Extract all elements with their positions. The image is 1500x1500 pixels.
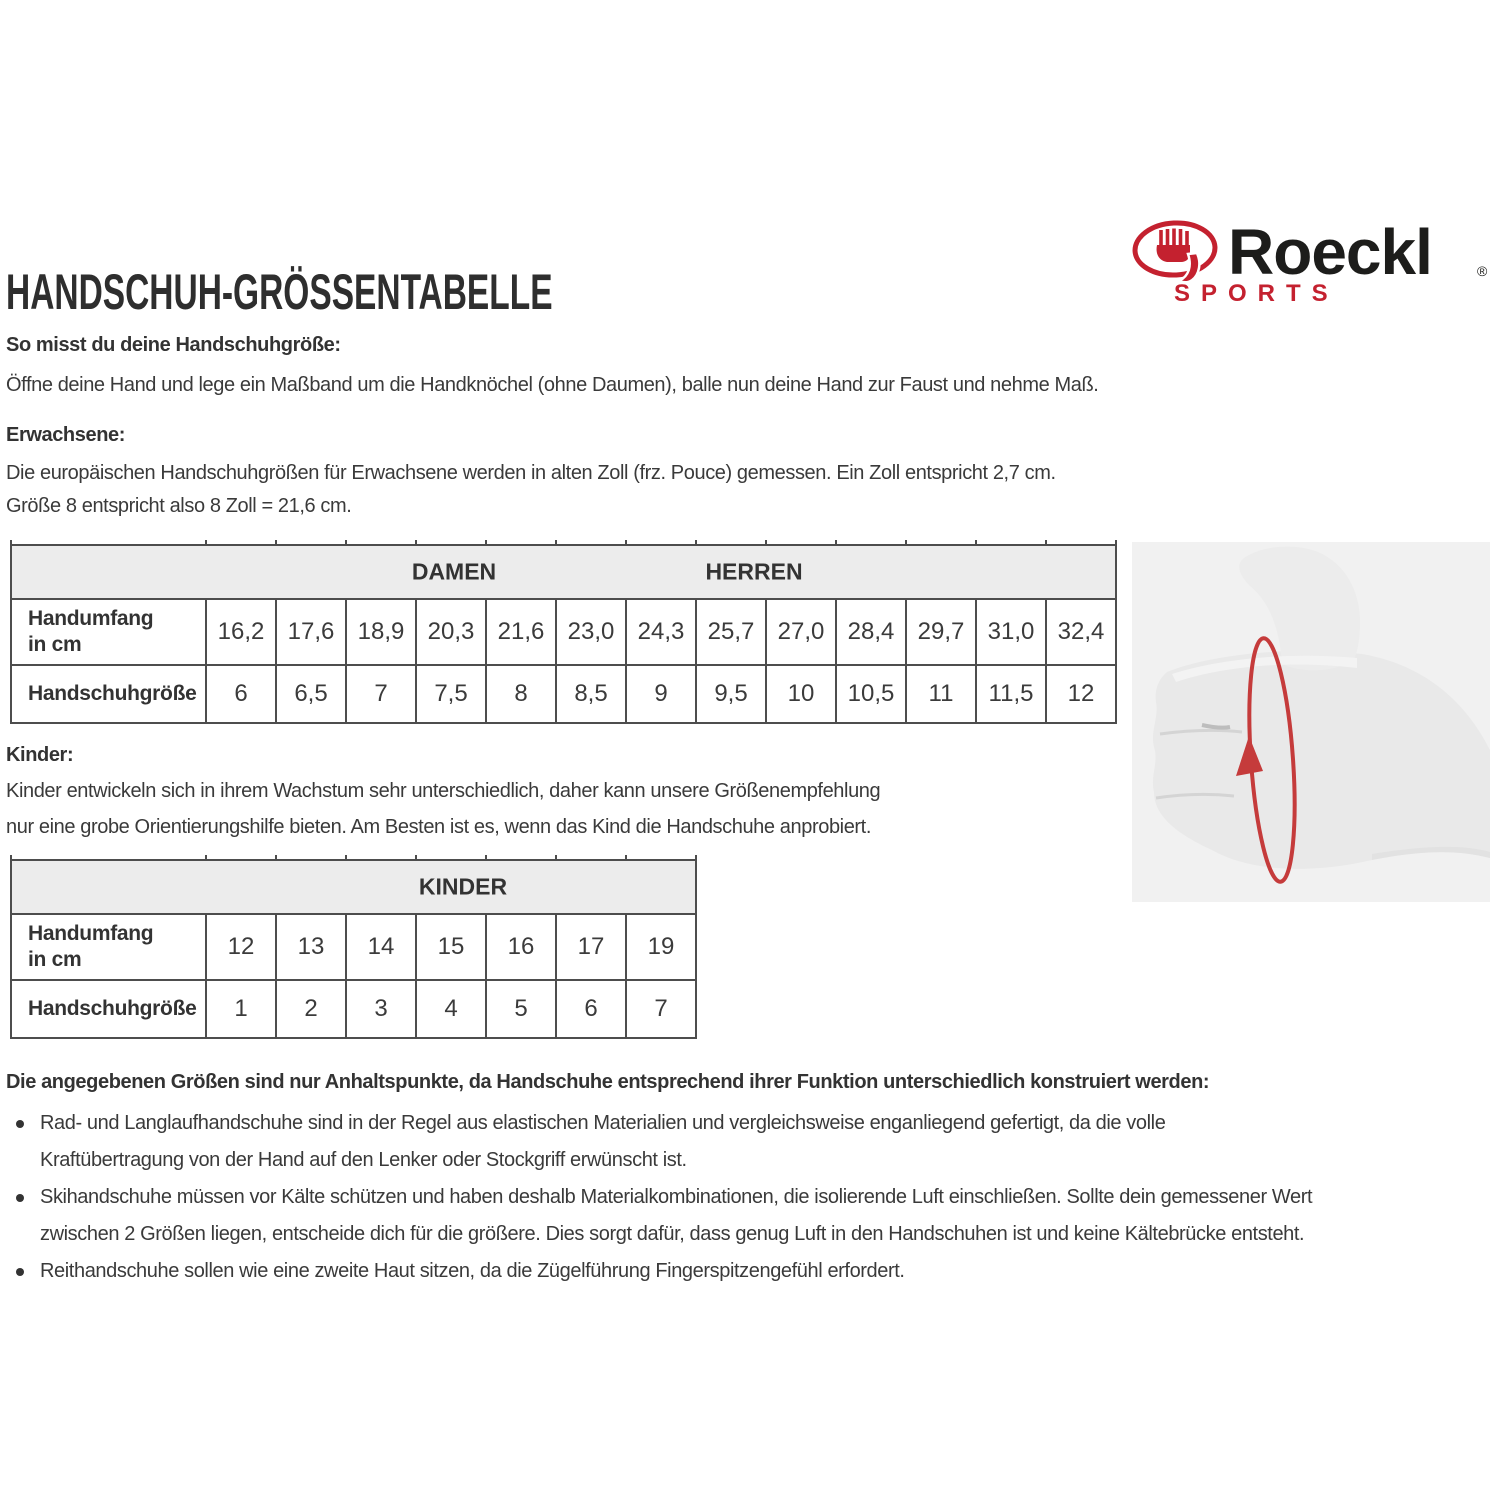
glove-size-cell: 7 xyxy=(626,980,696,1038)
circumference-cell: 24,3 xyxy=(626,599,696,665)
note-line: Skihandschuhe müssen vor Kälte schützen und haben deshalb Materialkombinationen, die isolierende Luft einschließen. Sollte dein gemessener Wert xyxy=(40,1186,1313,1208)
circumference-cell: 21,6 xyxy=(486,599,556,665)
kids-heading: Kinder: xyxy=(6,744,74,766)
circumference-cell: 13 xyxy=(276,914,346,980)
row-label-cell xyxy=(11,599,206,665)
glove-size-cell: 6 xyxy=(556,980,626,1038)
row-label-cell xyxy=(11,980,206,1038)
notes-bullet-list xyxy=(6,1105,1496,1290)
glove-size-cell: 9,5 xyxy=(696,665,766,723)
kids-size-table xyxy=(10,855,697,1039)
hand-measurement-figure xyxy=(1132,542,1490,902)
circumference-cell: 17,6 xyxy=(276,599,346,665)
kids-text-line: Kinder entwickeln sich in ihrem Wachstum sehr unterschiedlich, daher kann unsere Größenempfehlung xyxy=(6,780,881,802)
circumference-cell: 15 xyxy=(416,914,486,980)
glove-size-cell: 4 xyxy=(416,980,486,1038)
glove-size-cell: 10,5 xyxy=(836,665,906,723)
group-header-label: HERREN xyxy=(705,558,803,585)
kids-group-header-row xyxy=(11,860,696,914)
circumference-cell: 16,2 xyxy=(206,599,276,665)
howto-heading: So misst du deine Handschuhgröße: xyxy=(6,334,341,356)
row-label: Handschuhgröße xyxy=(28,682,197,705)
howto-text: Öffne deine Hand und lege ein Maßband um die Handknöchel (ohne Daumen), balle nun deine Hand zur Faust und nehme Maß. xyxy=(6,374,1099,396)
adults-heading: Erwachsene: xyxy=(6,424,125,446)
row-label-cell xyxy=(11,914,206,980)
glove-size-cell: 12 xyxy=(1046,665,1116,723)
group-header-cell xyxy=(11,545,1116,599)
group-header-cell xyxy=(11,860,696,914)
adult-circumference-row xyxy=(11,599,1116,665)
row-label: Handumfang xyxy=(28,607,154,630)
glove-size-cell: 3 xyxy=(346,980,416,1038)
circumference-cell: 19 xyxy=(626,914,696,980)
circumference-cell: 25,7 xyxy=(696,599,766,665)
circumference-cell: 29,7 xyxy=(906,599,976,665)
note-bullet-item xyxy=(6,1253,1496,1290)
adult-size-table xyxy=(10,540,1117,724)
circumference-cell: 12 xyxy=(206,914,276,980)
glove-size-cell: 8 xyxy=(486,665,556,723)
glove-size-cell: 6,5 xyxy=(276,665,346,723)
adult-glove-size-row xyxy=(11,665,1116,723)
note-line: zwischen 2 Größen liegen, entscheide dich für die größere. Dies sorgt dafür, dass genug Luft in den Handschuhen ist und keine Kältebrücke entsteht. xyxy=(40,1223,1305,1245)
row-label: in cm xyxy=(28,633,82,656)
adult-group-header-row xyxy=(11,545,1116,599)
circumference-cell: 27,0 xyxy=(766,599,836,665)
registered-mark: ® xyxy=(1477,263,1488,279)
notes-section xyxy=(6,1064,1496,1290)
kids-glove-size-row xyxy=(11,980,696,1038)
row-label: Handschuhgröße xyxy=(28,997,197,1020)
note-bullet-item xyxy=(6,1105,1496,1179)
logo-sports-text: SPORTS xyxy=(1174,280,1339,307)
glove-size-cell: 8,5 xyxy=(556,665,626,723)
circumference-cell: 17 xyxy=(556,914,626,980)
glove-size-cell: 1 xyxy=(206,980,276,1038)
circumference-cell: 14 xyxy=(346,914,416,980)
glove-size-cell: 11 xyxy=(906,665,976,723)
note-line: Kraftübertragung von der Hand auf den Lenker oder Stockgriff erwünscht ist. xyxy=(40,1149,687,1171)
glove-size-cell: 9 xyxy=(626,665,696,723)
page-title: HANDSCHUH-GRÖSSENTABELLE xyxy=(6,264,553,320)
logo-brand-text: Roeckl xyxy=(1228,216,1432,288)
circumference-cell: 31,0 xyxy=(976,599,1046,665)
glove-size-cell: 6 xyxy=(206,665,276,723)
row-label-cell xyxy=(11,665,206,723)
circumference-cell: 16 xyxy=(486,914,556,980)
group-header-label: DAMEN xyxy=(411,558,497,585)
kids-circumference-row xyxy=(11,914,696,980)
note-bullet-item xyxy=(6,1179,1496,1253)
adults-text-line: Größe 8 entspricht also 8 Zoll = 21,6 cm. xyxy=(6,495,352,517)
bullet-dot-icon xyxy=(16,1268,24,1276)
circumference-cell: 32,4 xyxy=(1046,599,1116,665)
glove-size-cell: 7 xyxy=(346,665,416,723)
glove-size-cell: 11,5 xyxy=(976,665,1046,723)
circumference-cell: 18,9 xyxy=(346,599,416,665)
circumference-cell: 23,0 xyxy=(556,599,626,665)
notes-heading: Die angegebenen Größen sind nur Anhaltspunkte, da Handschuhe entsprechend ihrer Funktion unterschiedlich konstruiert werden: xyxy=(6,1071,1210,1093)
glove-size-cell: 7,5 xyxy=(416,665,486,723)
glove-size-cell: 2 xyxy=(276,980,346,1038)
bullet-dot-icon xyxy=(16,1194,24,1202)
bullet-dot-icon xyxy=(16,1120,24,1128)
row-label: Handumfang xyxy=(28,922,154,945)
adults-text-line: Die europäischen Handschuhgrößen für Erwachsene werden in alten Zoll (frz. Pouce) gemessen. Ein Zoll entspricht 2,7 cm. xyxy=(6,462,1056,484)
note-line: Rad- und Langlaufhandschuhe sind in der Regel aus elastischen Materialien und vergleichsweise enganliegend gefertigt, da die volle xyxy=(40,1112,1166,1134)
note-line: Reithandschuhe sollen wie eine zweite Haut sitzen, da die Zügelführung Fingerspitzengefühl erfordert. xyxy=(40,1260,905,1282)
circumference-cell: 28,4 xyxy=(836,599,906,665)
circumference-cell: 20,3 xyxy=(416,599,486,665)
glove-size-cell: 5 xyxy=(486,980,556,1038)
glove-size-cell: 10 xyxy=(766,665,836,723)
row-label: in cm xyxy=(28,948,82,971)
group-header-label: KINDER xyxy=(418,873,508,900)
kids-text-line: nur eine grobe Orientierungshilfe bieten. Am Besten ist es, wenn das Kind die Handschuhe anprobiert. xyxy=(6,816,872,838)
